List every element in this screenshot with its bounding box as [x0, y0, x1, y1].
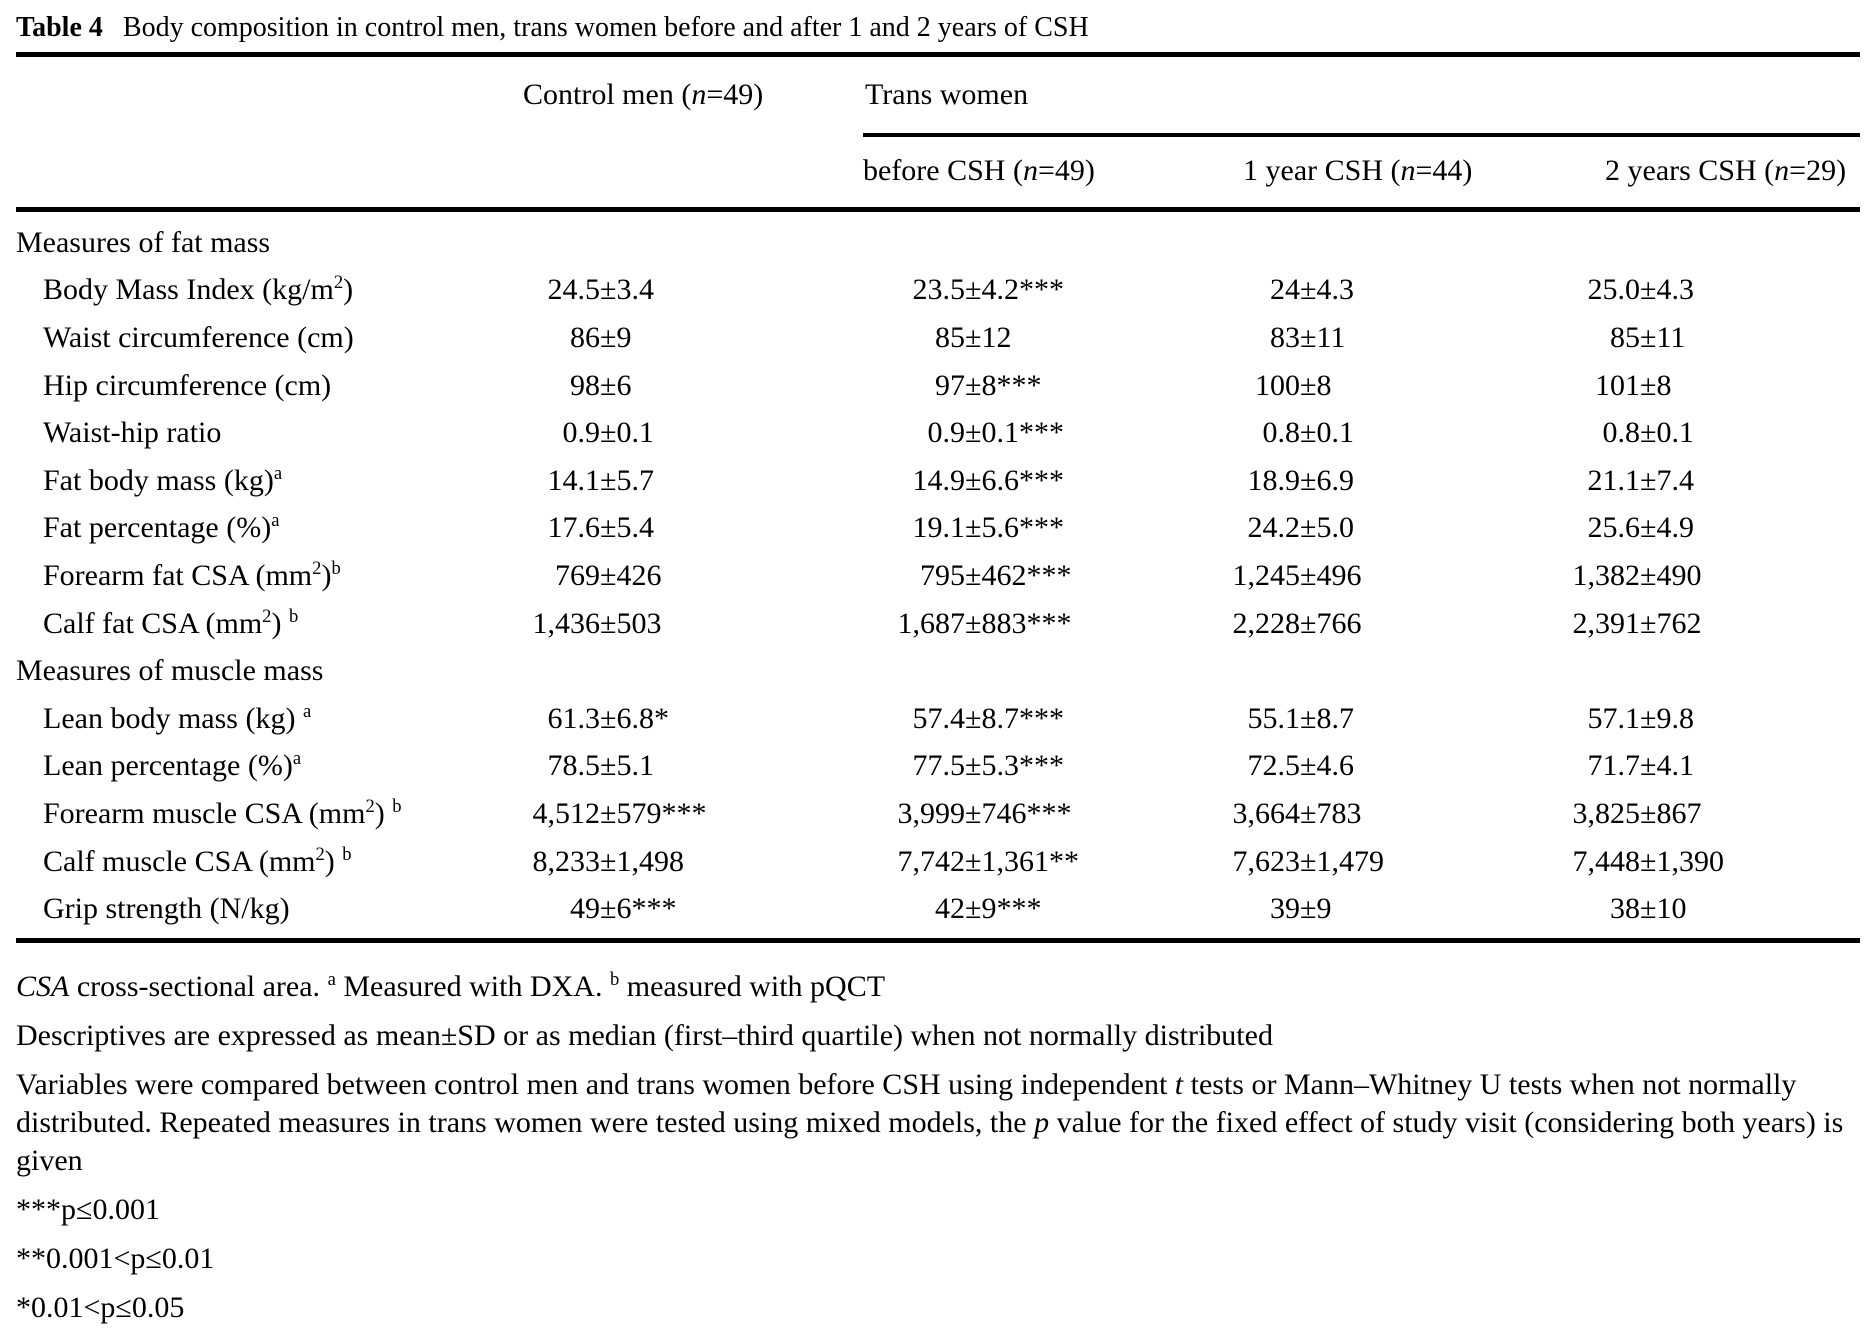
value-before-csh-sd: ±0.1***	[965, 416, 1064, 450]
footnote: Variables were compared between control men and trans women before CSH using independent t tests or Mann–Whitney U tests when not normally distributed. Repeated measures in trans women were tested using mixed models, the p value for the fixed effect of study visit (considering both years) is given	[16, 1068, 1844, 1177]
value-before-csh-mean: 57.4	[912, 701, 965, 735]
value-before-csh-mean: 42	[935, 892, 965, 926]
table-caption-text: Body composition in control men, trans women before and after 1 and 2 years of CSH	[122, 12, 1089, 43]
value-control-mean: 78.5	[547, 749, 600, 783]
value-1-year-csh-sd: ±8	[1300, 368, 1332, 402]
header-bottom-rule	[16, 207, 1860, 212]
value-2-years-csh-sd: ±7.4	[1640, 463, 1694, 497]
column-header-1-year-csh: 1 year CSH (n=44)	[1243, 154, 1473, 187]
value-1-year-csh-sd: ±11	[1300, 320, 1346, 354]
table-bottom-rule	[16, 938, 1860, 943]
value-1-year-csh-mean: 39	[1270, 892, 1300, 926]
column-header-control-men: Control men (n=49)	[523, 78, 764, 111]
value-2-years-csh-mean: 101	[1595, 368, 1640, 402]
value-2-years-csh-mean: 21.1	[1587, 463, 1640, 497]
table-row	[16, 267, 1860, 315]
value-1-year-csh-mean: 72.5	[1247, 749, 1300, 783]
row-label: Grip strength (N/kg)	[43, 892, 290, 926]
value-1-year-csh-sd: ±8.7	[1300, 701, 1354, 735]
value-2-years-csh-mean: 3,825	[1572, 796, 1640, 830]
value-control-mean: 24.5	[547, 273, 600, 307]
value-before-csh-sd: ±4.2***	[965, 273, 1064, 307]
section-row	[16, 219, 1860, 267]
value-1-year-csh-mean: 1,245	[1232, 558, 1300, 592]
value-control-mean: 0.9	[562, 416, 600, 450]
value-before-csh-sd: ±462***	[965, 558, 1072, 592]
value-1-year-csh-sd: ±4.3	[1300, 273, 1354, 307]
value-before-csh-mean: 85	[935, 320, 965, 354]
value-2-years-csh-sd: ±4.1	[1640, 749, 1694, 783]
value-before-csh-mean: 19.1	[912, 511, 965, 545]
value-1-year-csh-sd: ±0.1	[1300, 416, 1354, 450]
value-2-years-csh-mean: 71.7	[1587, 749, 1640, 783]
value-1-year-csh-mean: 0.8	[1262, 416, 1300, 450]
value-1-year-csh-sd: ±783	[1300, 796, 1362, 830]
value-1-year-csh-sd: ±766	[1300, 606, 1362, 640]
row-label: Waist-hip ratio	[43, 416, 222, 450]
value-2-years-csh-mean: 38	[1610, 892, 1640, 926]
value-before-csh-mean: 77.5	[912, 749, 965, 783]
value-before-csh-mean: 23.5	[912, 273, 965, 307]
value-control-sd: ±9	[600, 320, 632, 354]
value-before-csh-mean: 795	[920, 558, 965, 592]
value-2-years-csh-sd: ±9.8	[1640, 701, 1694, 735]
value-before-csh-sd: ±746***	[965, 796, 1072, 830]
footnote: **0.001<p≤0.01	[16, 1242, 215, 1275]
value-2-years-csh-mean: 1,382	[1572, 558, 1640, 592]
value-before-csh-mean: 1,687	[897, 606, 965, 640]
footnote: ***p≤0.001	[16, 1193, 160, 1226]
value-before-csh-sd: ±5.6***	[965, 511, 1064, 545]
value-control-sd: ±6	[600, 368, 632, 402]
value-control-sd: ±5.4	[600, 511, 654, 545]
value-2-years-csh-mean: 25.0	[1587, 273, 1640, 307]
table-row	[16, 885, 1860, 933]
value-control-mean: 17.6	[547, 511, 600, 545]
value-control-sd: ±3.4	[600, 273, 654, 307]
table-caption	[16, 10, 1089, 46]
section-label: Measures of muscle mass	[16, 654, 324, 688]
value-control-mean: 8,233	[532, 844, 600, 878]
column-header-2-years-csh: 2 years CSH (n=29)	[1605, 154, 1847, 187]
row-label: Body Mass Index $(kg/m^2)$	[43, 272, 354, 307]
value-1-year-csh-mean: 2,228	[1232, 606, 1300, 640]
table-row	[16, 362, 1860, 410]
value-before-csh-mean: 14.9	[912, 463, 965, 497]
table-row	[16, 314, 1860, 362]
section-label: Measures of fat mass	[16, 225, 271, 259]
value-1-year-csh-mean: 3,664	[1232, 796, 1300, 830]
table-row	[16, 457, 1860, 505]
value-before-csh-sd: ±9***	[965, 892, 1042, 926]
value-control-mean: 86	[570, 320, 600, 354]
value-before-csh-sd: ±1,361**	[965, 844, 1079, 878]
top-rule	[16, 52, 1860, 57]
value-control-sd: ±1,498	[600, 844, 684, 878]
value-1-year-csh-mean: 83	[1270, 320, 1300, 354]
table-row	[16, 790, 1860, 838]
value-before-csh-mean: 3,999	[897, 796, 965, 830]
value-2-years-csh-mean: 0.8	[1602, 416, 1640, 450]
value-2-years-csh-sd: ±490	[1640, 558, 1702, 592]
body-composition-table	[16, 219, 1860, 933]
value-before-csh-sd: ±6.6***	[965, 463, 1064, 497]
value-2-years-csh-sd: ±1,390	[1640, 844, 1724, 878]
value-before-csh-sd: ±8.7***	[965, 701, 1064, 735]
row-label: Fat percentage (%)$^a$	[43, 510, 280, 545]
value-control-sd: ±579***	[600, 796, 707, 830]
value-before-csh-mean: 7,742	[897, 844, 965, 878]
value-control-mean: 14.1	[547, 463, 600, 497]
value-2-years-csh-sd: ±762	[1640, 606, 1702, 640]
value-1-year-csh-mean: 24.2	[1247, 511, 1300, 545]
value-1-year-csh-mean: 18.9	[1247, 463, 1300, 497]
table-row	[16, 552, 1860, 600]
value-2-years-csh-sd: ±10	[1640, 892, 1687, 926]
value-control-mean: 1,436	[532, 606, 600, 640]
value-2-years-csh-mean: 25.6	[1587, 511, 1640, 545]
value-control-mean: 769	[555, 558, 600, 592]
value-2-years-csh-sd: ±867	[1640, 796, 1702, 830]
value-2-years-csh-sd: ±0.1	[1640, 416, 1694, 450]
value-control-sd: ±5.7	[600, 463, 654, 497]
table-row	[16, 743, 1860, 791]
table-caption-label: Table 4	[16, 12, 103, 43]
row-label: Lean body mass (kg) $^a$	[43, 700, 312, 735]
value-control-sd: ±6.8*	[600, 701, 669, 735]
row-label: Hip circumference (cm)	[43, 368, 332, 402]
trans-women-group-rule	[863, 133, 1860, 137]
value-before-csh-sd: ±883***	[965, 606, 1072, 640]
value-control-sd: ±6***	[600, 892, 677, 926]
column-group-header-trans-women: Trans women	[865, 78, 1029, 111]
table-row	[16, 838, 1860, 886]
footnote: CSA cross-sectional area. $^a$ Measured with DXA. $^b$ measured with pQCT	[16, 969, 886, 1003]
value-1-year-csh-sd: ±6.9	[1300, 463, 1354, 497]
table-row	[16, 695, 1860, 743]
column-header-before-csh: before CSH (n=49)	[863, 154, 1095, 187]
value-control-mean: 4,512	[532, 796, 600, 830]
value-2-years-csh-mean: 85	[1610, 320, 1640, 354]
table-row	[16, 409, 1860, 457]
value-control-mean: 61.3	[547, 701, 600, 735]
value-before-csh-sd: ±8***	[965, 368, 1042, 402]
value-control-sd: ±5.1	[600, 749, 654, 783]
footnote: *0.01<p≤0.05	[16, 1291, 185, 1324]
value-2-years-csh-sd: ±4.3	[1640, 273, 1694, 307]
table-row	[16, 505, 1860, 553]
value-1-year-csh-mean: 55.1	[1247, 701, 1300, 735]
value-before-csh-mean: 0.9	[927, 416, 965, 450]
footnote: Descriptives are expressed as mean±SD or as median (first–third quartile) when not normally distributed	[16, 1019, 1273, 1052]
value-2-years-csh-mean: 2,391	[1572, 606, 1640, 640]
row-label: Forearm fat CSA $(mm^2)^b$	[43, 557, 341, 592]
row-label: Waist circumference (cm)	[43, 320, 354, 354]
value-control-sd: ±426	[600, 558, 662, 592]
value-2-years-csh-sd: ±4.9	[1640, 511, 1694, 545]
row-label: Calf muscle CSA $(mm^2)$ $^b$	[43, 843, 352, 878]
value-2-years-csh-mean: 57.1	[1587, 701, 1640, 735]
table-row	[16, 600, 1860, 648]
value-1-year-csh-sd: ±9	[1300, 892, 1332, 926]
value-before-csh-sd: ±5.3***	[965, 749, 1064, 783]
value-1-year-csh-mean: 24	[1270, 273, 1300, 307]
value-2-years-csh-sd: ±11	[1640, 320, 1686, 354]
row-label: Calf fat CSA $(mm^2)$ $^b$	[43, 605, 299, 640]
value-control-sd: ±503	[600, 606, 662, 640]
value-1-year-csh-sd: ±5.0	[1300, 511, 1354, 545]
value-control-mean: 98	[570, 368, 600, 402]
value-before-csh-sd: ±12	[965, 320, 1012, 354]
row-label: Forearm muscle CSA $(mm^2)$ $^b$	[43, 795, 402, 830]
value-before-csh-mean: 97	[935, 368, 965, 402]
section-row	[16, 647, 1860, 695]
value-2-years-csh-sd: ±8	[1640, 368, 1672, 402]
footnotes	[16, 968, 1862, 1333]
value-1-year-csh-sd: ±496	[1300, 558, 1362, 592]
value-1-year-csh-mean: 100	[1255, 368, 1300, 402]
value-1-year-csh-sd: ±4.6	[1300, 749, 1354, 783]
value-control-sd: ±0.1	[600, 416, 654, 450]
value-2-years-csh-mean: 7,448	[1572, 844, 1640, 878]
row-label: Fat body mass (kg)$^a$	[43, 462, 283, 497]
value-1-year-csh-sd: ±1,479	[1300, 844, 1384, 878]
value-1-year-csh-mean: 7,623	[1232, 844, 1300, 878]
value-control-mean: 49	[570, 892, 600, 926]
row-label: Lean percentage (%)$^a$	[43, 748, 302, 783]
